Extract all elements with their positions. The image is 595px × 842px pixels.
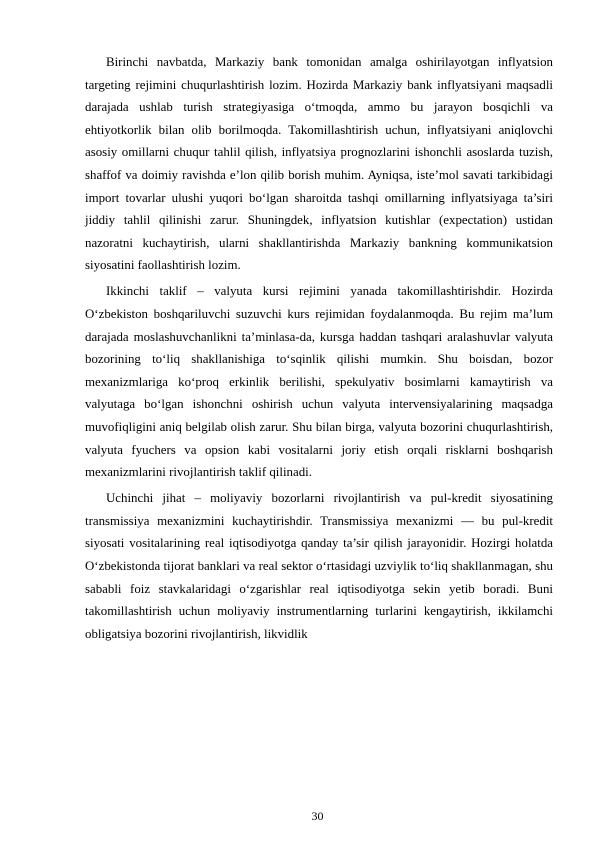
document-body <box>85 51 553 645</box>
paragraph-3: Uchinchi jihat – moliyaviy bozorlarni rivojlantirish va pul-kredit siyosatining transmissiya mexanizmini kuchaytirishdir. Transmissiya mexanizmi — bu pul-kredit siyosati vositalarining real iqtisodiyotga qanday ta’sir qilish jarayonidir. Hozirgi holatda O‘zbekistonda tijorat banklari va real sektor o‘rtasidagi uzviylik to‘liq shakllanmagan, shu sababli foiz stavkalaridagi o‘zgarishlar real iqtisodiyotga sekin yetib boradi. Buni takomillashtirish uchun moliyaviy instrumentlarning turlarini kengaytirish, ikkilamchi obligatsiya bozorini rivojlantirish, likvidlik <box>85 491 553 641</box>
page-number: 30 <box>311 809 324 823</box>
paragraph-2: Ikkinchi taklif – valyuta kursi rejimini yanada takomillashtirishdir. Hozirda O‘zbekiston boshqariluvchi suzuvchi kurs rejimidan foydalanmoqda. Bu rejim ma’lum darajada moslashuvchanlikni ta’minlasa-da, kursga haddan tashqari aralashuvlar valyuta bozorining to‘liq shakllanishiga to‘sqinlik qilishi mumkin. Shu boisdan, bozor mexanizmlariga ko‘proq erkinlik berilishi, spekulyativ bosimlarni kamaytirish va valyutaga bo‘lgan ishonchni oshirish uchun valyuta intervensiyalarining maqsadga muvofiqligini aniq belgilab olish zarur. Shu bilan birga, valyuta bozorini chuqurlashtirish, valyuta fyuchers va opsion kabi vositalarni joriy etish orqali risklarni boshqarish mexanizmlarini rivojlantirish taklif qilinadi. <box>85 284 553 480</box>
paragraph-1: Birinchi navbatda, Markaziy bank tomonidan amalga oshirilayotgan inflyatsion targeting rejimini chuqurlashtirish lozim. Hozirda Markaziy bank inflyatsiyani maqsadli darajada ushlab turish strategiyasiga o‘tmoqda, ammo bu jarayon bosqichli va ehtiyotkorlik bilan olib borilmoqda. Takomillashtirish uchun, inflyatsiyani aniqlovchi asosiy omillarni chuqur tahlil qilish, inflyatsiya prognozlarini ishonchli asoslarda tuzish, shaffof va doimiy ravishda e’lon qilib borish muhim. Ayniqsa, iste’mol savati tarkibidagi import tovarlar ulushi yuqori bo‘lgan sharoitda tashqi omillarning inflyatsiyaga ta’siri jiddiy tahlil qilinishi zarur. Shuningdek, inflyatsion kutishlar (expectation) ustidan nazoratni kuchaytirish, ularni shakllantirishda Markaziy bankning kommunikatsion siyosatini faollashtirish lozim. <box>85 55 553 273</box>
